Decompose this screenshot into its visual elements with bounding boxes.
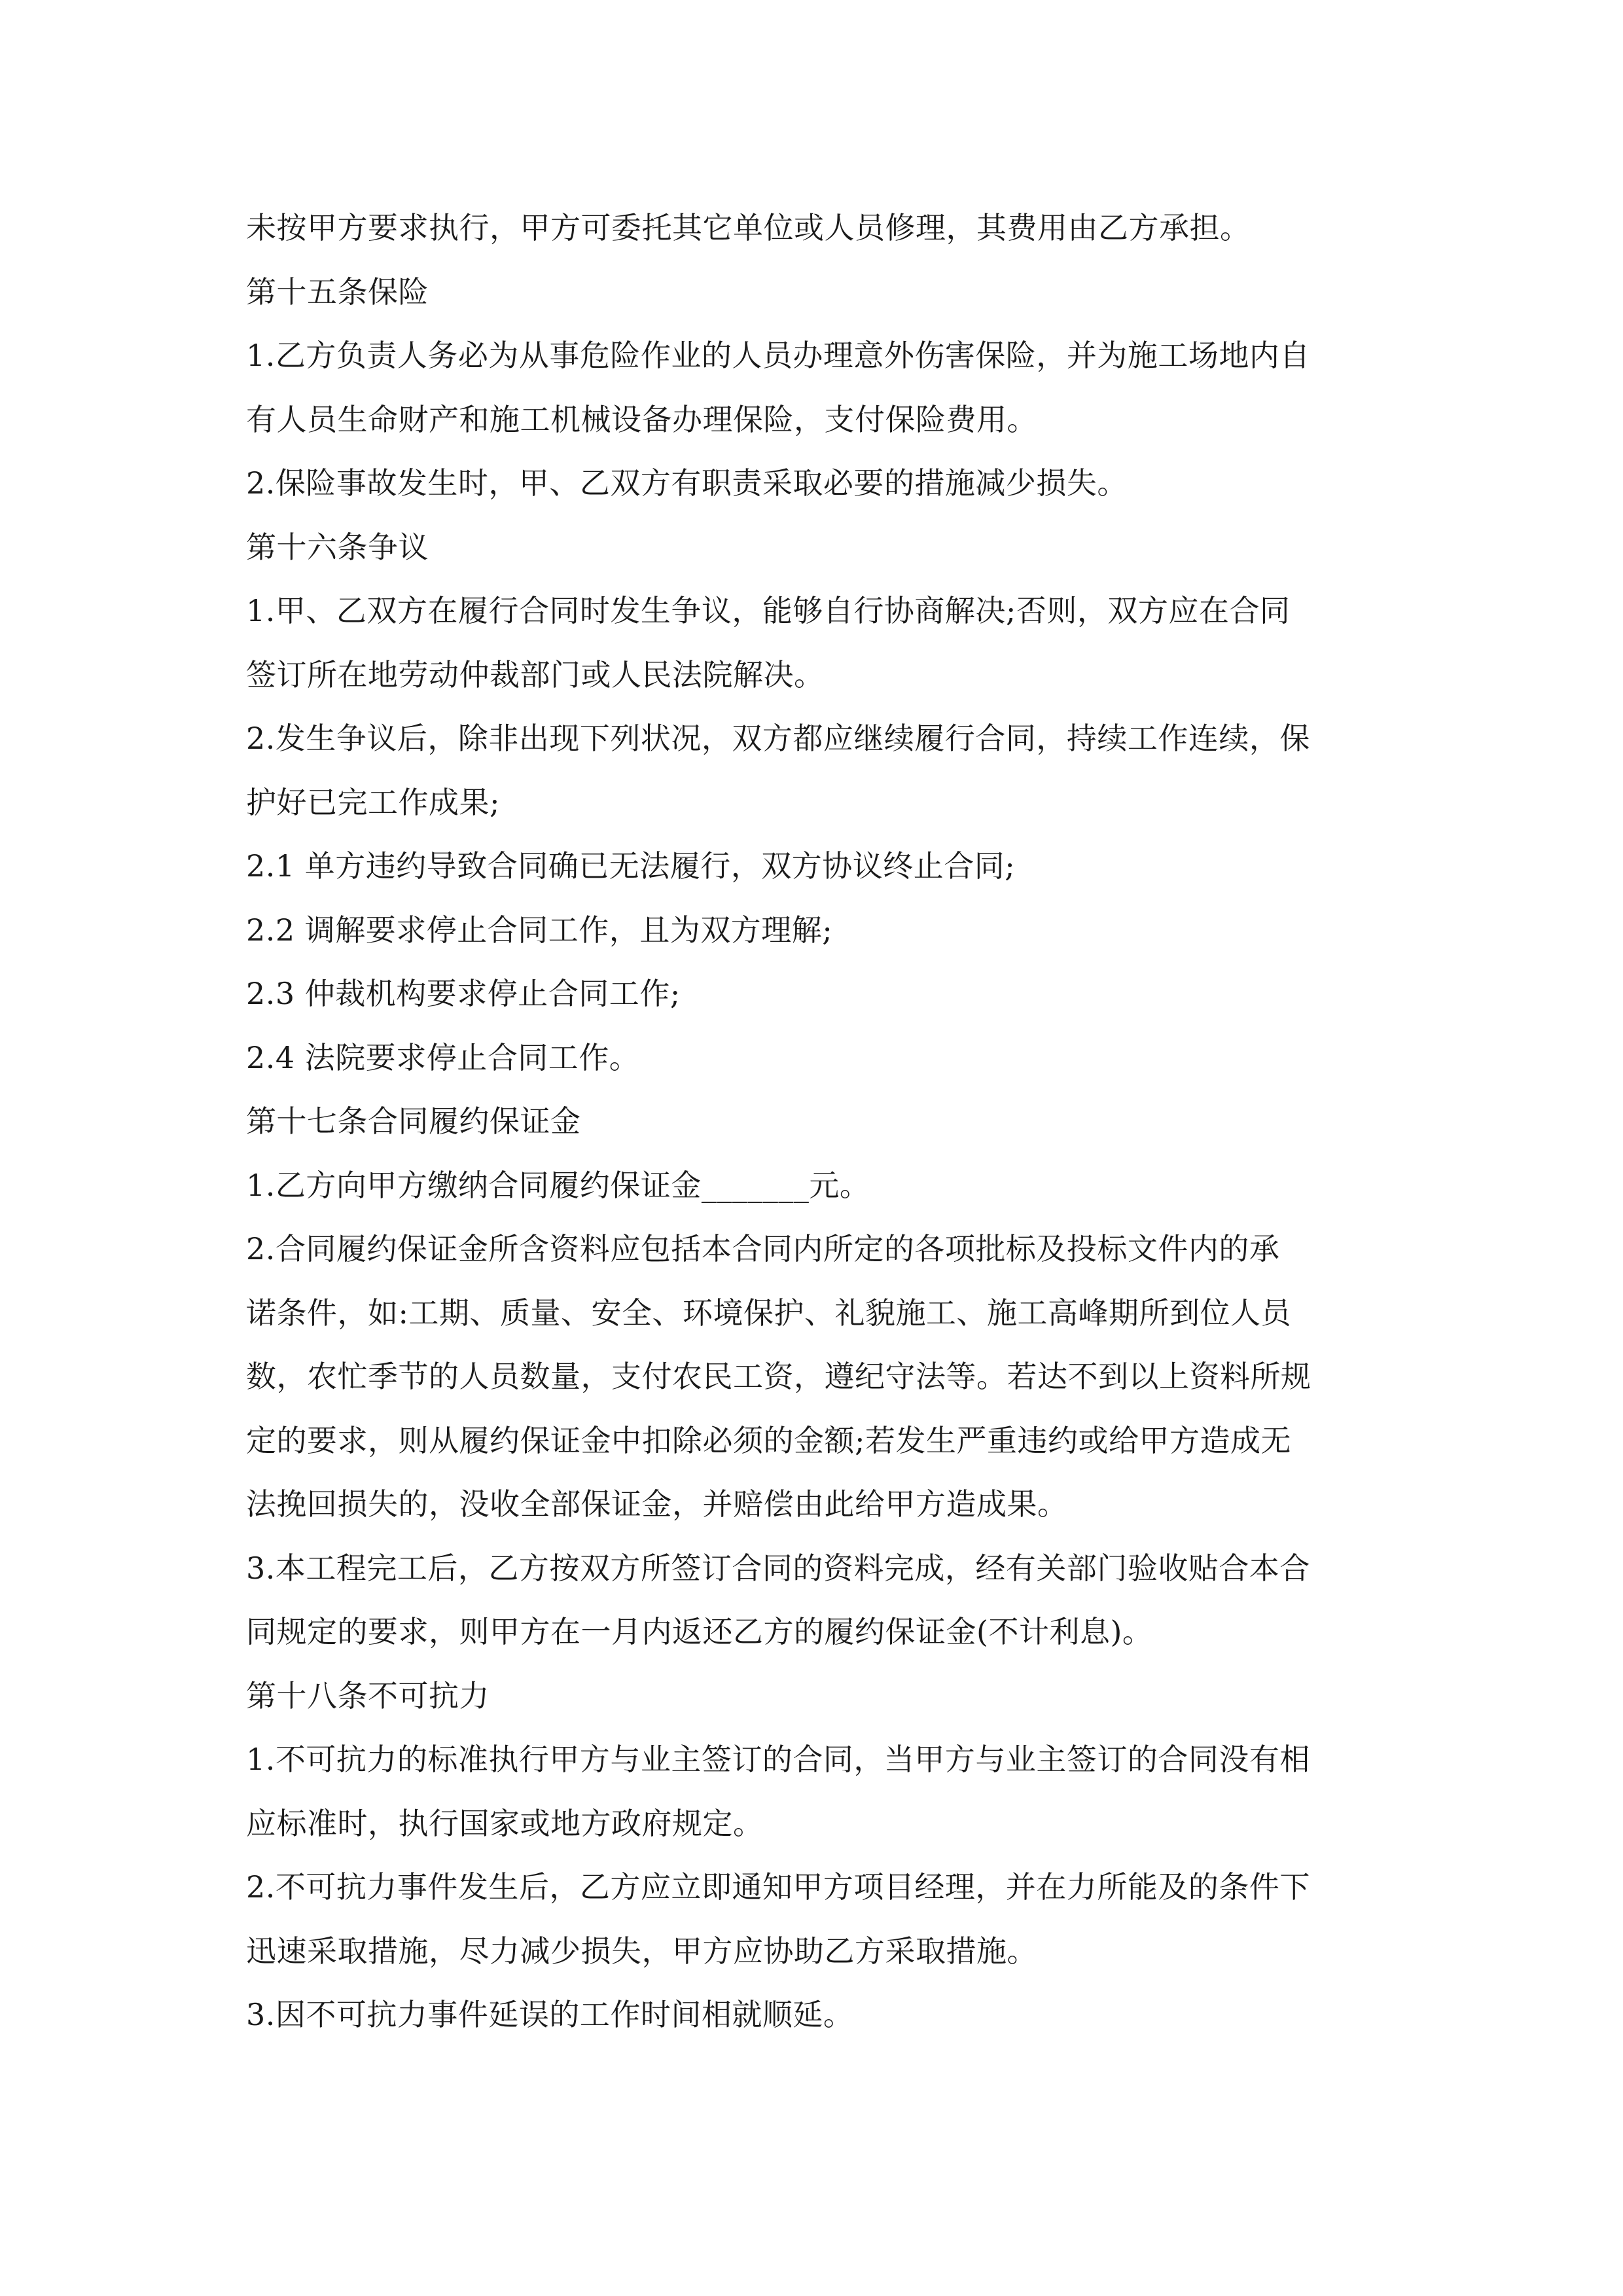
text-line: 3.本工程完工后，乙方按双方所签订合同的资料完成，经有关部门验收贴合本合 xyxy=(246,1550,1310,1586)
text-line: 数，农忙季节的人员数量，支付农民工资，遵纪守法等。若达不到以上资料所规 xyxy=(246,1359,1311,1394)
text-line: 1.乙方向甲方缴纳合同履约保证金_______元。 xyxy=(246,1167,870,1203)
text-line: 定的要求，则从履约保证金中扣除必须的金额;若发生严重违约或给甲方造成无 xyxy=(246,1422,1291,1458)
text-line: 法挽回损失的，没收全部保证金，并赔偿由此给甲方造成果。 xyxy=(246,1486,1068,1522)
text-line: 1.甲、乙双方在履行合同时发生争议，能够自行协商解决;否则，双方应在合同 xyxy=(246,593,1291,628)
text-line: 签订所在地劳动仲裁部门或人民法院解决。 xyxy=(246,656,825,692)
document-body xyxy=(246,196,1378,2047)
text-line: 3.因不可抗力事件延误的工作时间相就顺延。 xyxy=(246,1997,854,2032)
text-line: 2.4 法院要求停止合同工作。 xyxy=(246,1039,640,1075)
text-line: 未按甲方要求执行，甲方可委托其它单位或人员修理，其费用由乙方承担。 xyxy=(246,210,1251,245)
text-line: 2.发生争议后，除非出现下列状况，双方都应继续履行合同，持续工作连续，保 xyxy=(246,721,1310,756)
text-line: 2.2 调解要求停止合同工作，且为双方理解; xyxy=(246,912,833,948)
text-line: 同规定的要求，则甲方在一月内返还乙方的履约保证金(不计利息)。 xyxy=(246,1614,1153,1649)
section-heading: 第十五条保险 xyxy=(246,274,429,310)
section-heading: 第十八条不可抗力 xyxy=(246,1677,490,1713)
text-line: 1.不可抗力的标准执行甲方与业主签订的合同，当甲方与业主签订的合同没有相 xyxy=(246,1742,1310,1777)
text-line: 2.不可抗力事件发生后，乙方应立即通知甲方项目经理，并在力所能及的条件下 xyxy=(246,1869,1310,1905)
text-line: 有人员生命财产和施工机械设备办理保险，支付保险费用。 xyxy=(246,401,1037,437)
section-heading: 第十六条争议 xyxy=(246,529,429,565)
section-heading: 第十七条合同履约保证金 xyxy=(246,1103,581,1139)
text-line: 1.乙方负责人务必为从事危险作业的人员办理意外伤害保险，并为施工场地内自 xyxy=(246,338,1310,373)
text-line: 护好已完工作成果; xyxy=(246,784,500,820)
text-line: 2.保险事故发生时，甲、乙双方有职责采取必要的措施减少损失。 xyxy=(246,465,1128,501)
text-line: 诺条件，如:工期、质量、安全、环境保护、礼貌施工、施工高峰期所到位人员 xyxy=(246,1295,1291,1331)
text-line: 迅速采取措施，尽力减少损失，甲方应协助乙方采取措施。 xyxy=(246,1933,1037,1969)
text-line: 2.合同履约保证金所含资料应包括本合同内所定的各项批标及投标文件内的承 xyxy=(246,1231,1280,1266)
text-line: 应标准时，执行国家或地方政府规定。 xyxy=(246,1805,764,1841)
text-line: 2.1 单方违约导致合同确已无法履行，双方协议终止合同; xyxy=(246,848,1016,884)
text-line: 2.3 仲裁机构要求停止合同工作; xyxy=(246,976,681,1011)
